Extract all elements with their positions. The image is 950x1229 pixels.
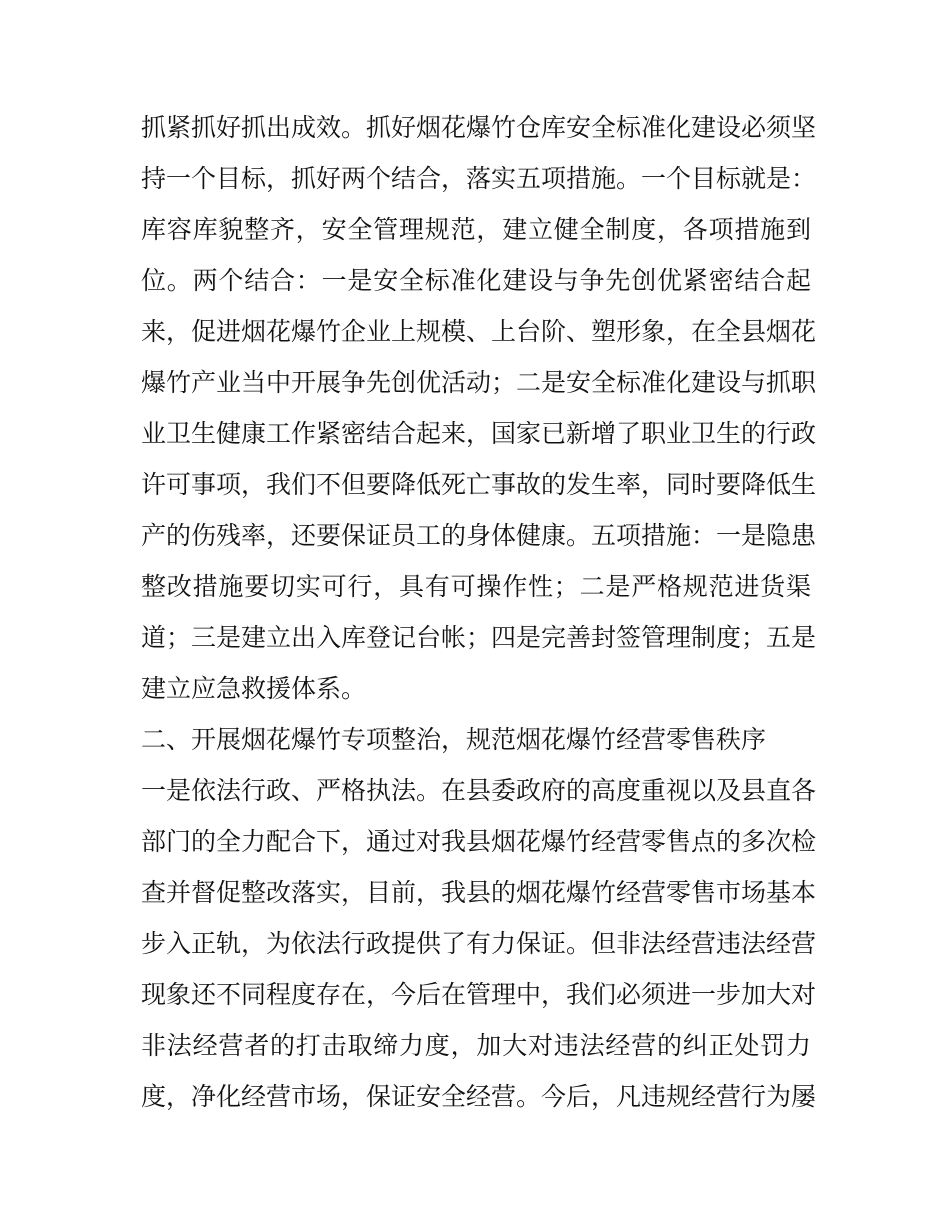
text-line: 一是依法行政、严格执法。在县委政府的高度重视以及县直各 bbox=[141, 776, 817, 805]
text-line: 许可事项，我们不但要降低死亡事故的发生率，同时要降低生 bbox=[141, 470, 817, 499]
section-heading: 二、开展烟花爆竹专项整治，规范烟花爆竹经营零售秩序 bbox=[141, 725, 767, 754]
paragraph-end-line: 建立应急救援体系。 bbox=[141, 674, 367, 703]
text-line: 度，净化经营市场，保证安全经营。今后，凡违规经营行为屡 bbox=[141, 1082, 817, 1111]
text-line: 非法经营者的打击取缔力度，加大对违法经营的纠正处罚力 bbox=[141, 1031, 811, 1060]
text-line: 来，促进烟花爆竹企业上规模、上台阶、塑形象，在全县烟花 bbox=[141, 317, 817, 346]
text-line: 位。两个结合：一是安全标准化建设与争先创优紧密结合起 bbox=[141, 266, 811, 295]
document-body bbox=[141, 102, 817, 1122]
text-line: 道；三是建立出入库登记台帐；四是完善封签管理制度；五是 bbox=[141, 623, 817, 652]
text-line: 整改措施要切实可行，具有可操作性；二是严格规范进货渠 bbox=[141, 572, 811, 601]
text-line: 持一个目标，抓好两个结合，落实五项措施。一个目标就是： bbox=[141, 164, 817, 193]
text-line: 爆竹产业当中开展争先创优活动；二是安全标准化建设与抓职 bbox=[141, 368, 817, 397]
text-line: 业卫生健康工作紧密结合起来，国家已新增了职业卫生的行政 bbox=[141, 419, 817, 448]
text-line: 查并督促整改落实，目前，我县的烟花爆竹经营零售市场基本 bbox=[141, 878, 817, 907]
text-line: 产的伤残率，还要保证员工的身体健康。五项措施：一是隐患 bbox=[141, 521, 817, 550]
text-line: 步入正轨，为依法行政提供了有力保证。但非法经营违法经营 bbox=[141, 929, 817, 958]
text-line: 现象还不同程度存在，今后在管理中，我们必须进一步加大对 bbox=[141, 980, 817, 1009]
text-line: 库容库貌整齐，安全管理规范，建立健全制度，各项措施到 bbox=[141, 215, 811, 244]
text-line: 抓紧抓好抓出成效。抓好烟花爆竹仓库安全标准化建设必须坚 bbox=[141, 113, 817, 142]
text-line: 部门的全力配合下，通过对我县烟花爆竹经营零售点的多次检 bbox=[141, 827, 817, 856]
